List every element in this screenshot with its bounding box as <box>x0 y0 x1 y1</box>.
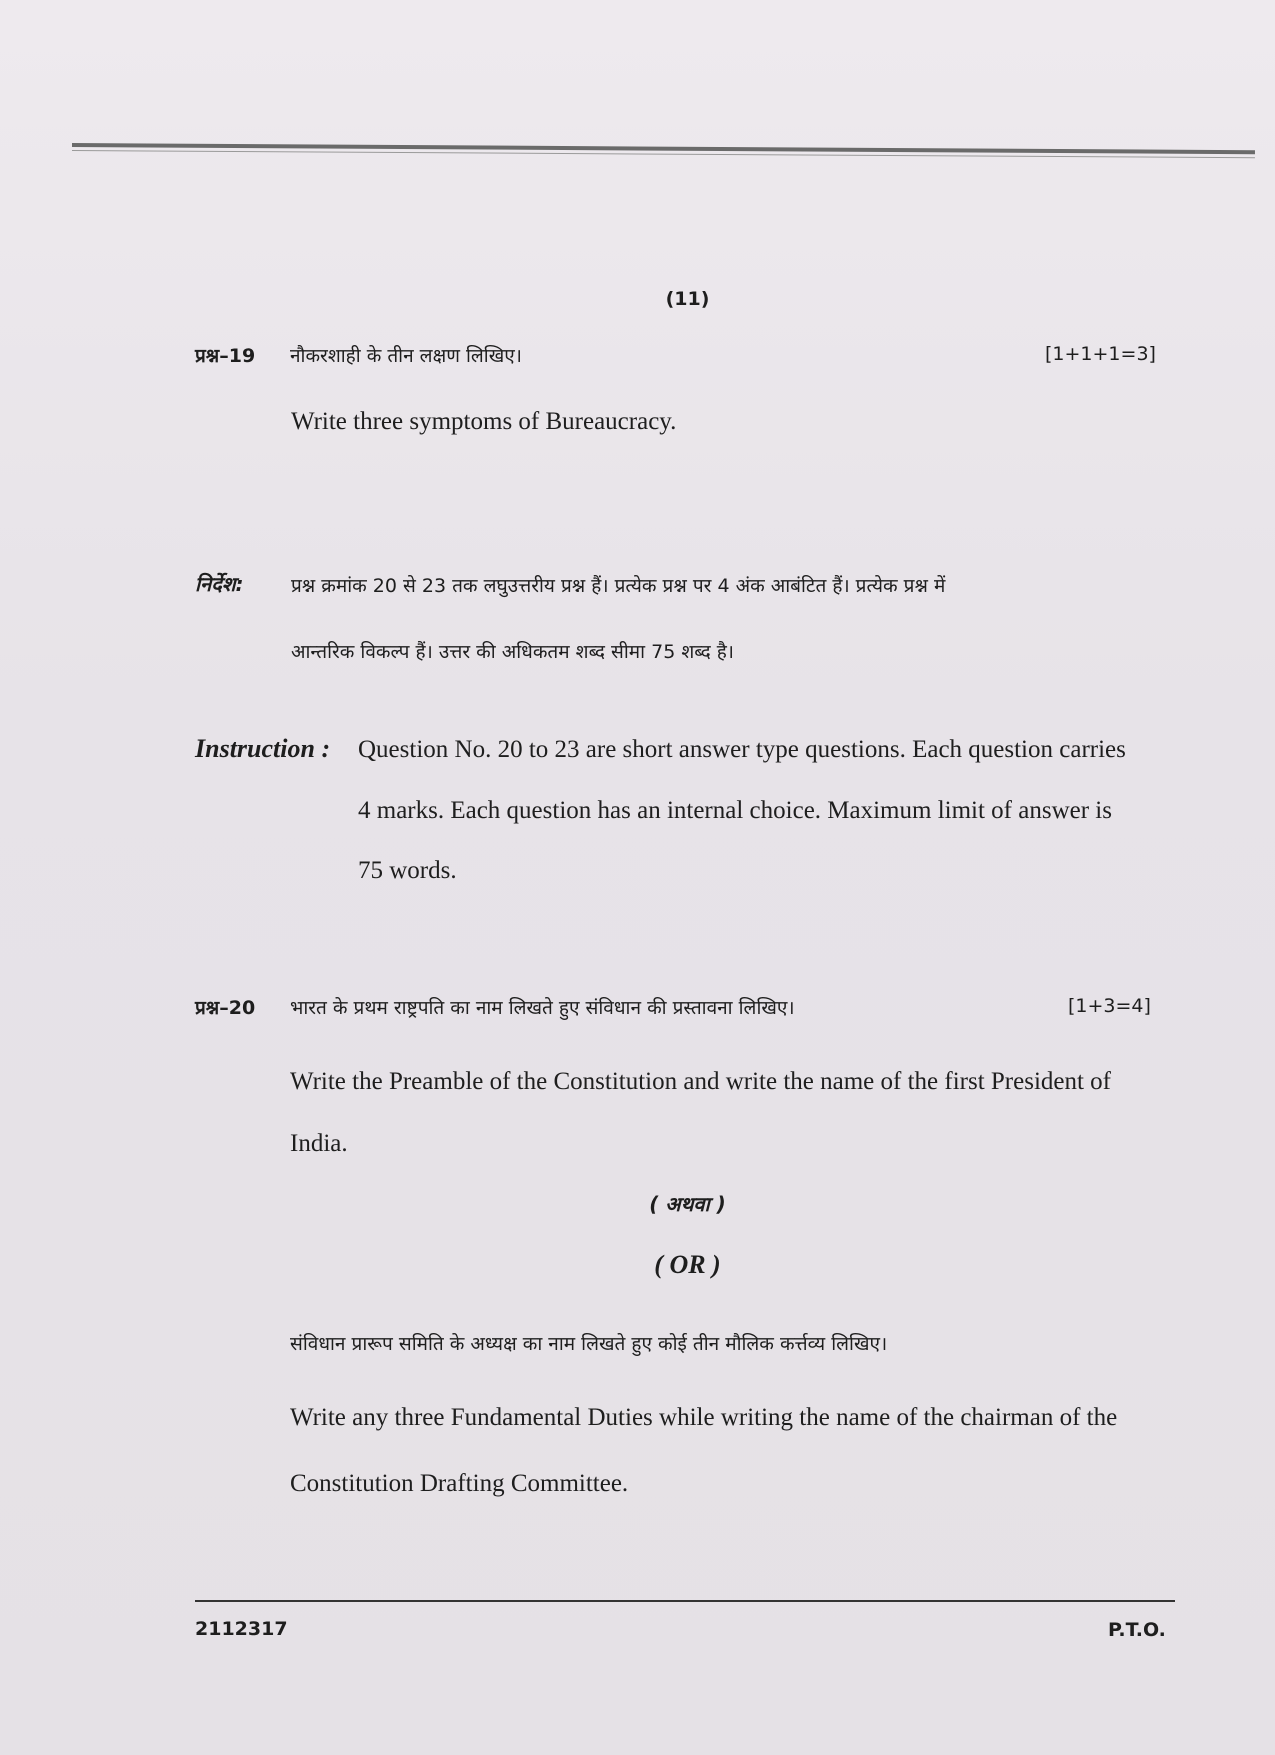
english-instruction-line-1: Question No. 20 to 23 are short answer type questions. Each question carries <box>358 736 1126 763</box>
page-number: (11) <box>665 288 710 310</box>
english-instruction-line-3: 75 words. <box>358 857 457 884</box>
q20-english-line-2: India. <box>290 1130 348 1157</box>
bottom-divider <box>195 1600 1175 1602</box>
q20-alt-hindi-text: संविधान प्रारूप समिति के अध्यक्ष का नाम लिखते हुए कोई तीन मौलिक कर्त्तव्य लिखिए। <box>290 1333 888 1355</box>
top-divider <box>72 143 1255 154</box>
english-instruction-line-2: 4 marks. Each question has an internal choice. Maximum limit of answer is <box>358 797 1112 824</box>
or-hindi: ( अथवा ) <box>649 1192 726 1216</box>
q19-marks: [1+1+1=3] <box>1045 343 1156 365</box>
paper-code: 2112317 <box>195 1618 288 1640</box>
english-instruction-label: Instruction : <box>195 734 331 763</box>
hindi-instruction-line-1: प्रश्न क्रमांक 20 से 23 तक लघुउत्तरीय प्रश्न हैं। प्रत्येक प्रश्न पर 4 अंक आबंटित हैं। प्रत्येक प्रश्न में <box>291 575 946 597</box>
q19-english-text: Write three symptoms of Bureaucracy. <box>291 408 677 435</box>
q20-label: प्रश्न–20 <box>195 997 256 1019</box>
q20-alt-english-line-2: Constitution Drafting Committee. <box>290 1470 629 1497</box>
hindi-instruction-label: निर्देश: <box>195 572 244 596</box>
q19-hindi-text: नौकरशाही के तीन लक्षण लिखिए। <box>290 345 522 367</box>
q20-marks: [1+3=4] <box>1068 995 1151 1017</box>
q19-label: प्रश्न–19 <box>195 345 256 367</box>
pto-note: P.T.O. <box>1108 1619 1166 1641</box>
or-english: ( OR ) <box>654 1250 721 1279</box>
hindi-instruction-line-2: आन्तरिक विकल्प हैं। उत्तर की अधिकतम शब्द सीमा 75 शब्द है। <box>291 641 735 663</box>
q20-alt-english-line-1: Write any three Fundamental Duties while writing the name of the chairman of the <box>290 1404 1118 1431</box>
q20-hindi-text: भारत के प्रथम राष्ट्रपति का नाम लिखते हुए संविधान की प्रस्तावना लिखिए। <box>290 997 795 1019</box>
q20-english-line-1: Write the Preamble of the Constitution and write the name of the first President of <box>290 1068 1112 1095</box>
